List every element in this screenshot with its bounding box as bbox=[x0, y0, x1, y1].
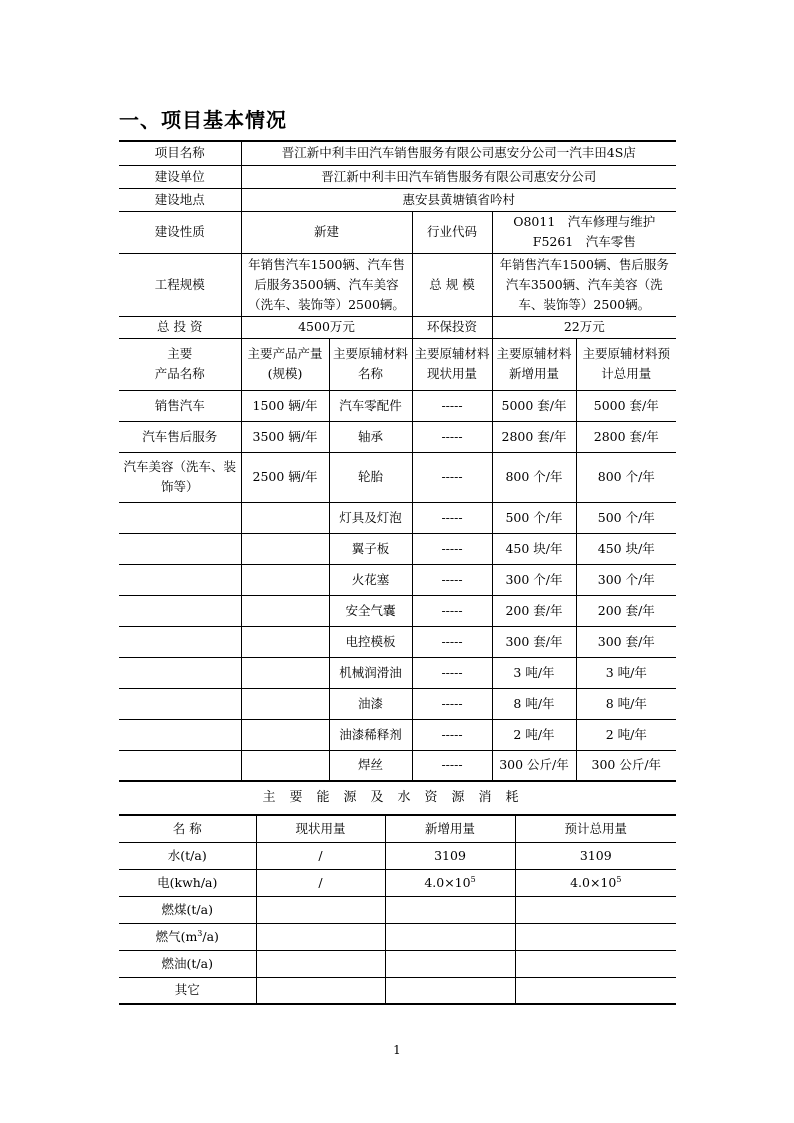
product-name-cell: 销售汽车 bbox=[119, 390, 241, 421]
energy-name: 水(t/a) bbox=[119, 842, 256, 869]
current-usage-cell: ----- bbox=[412, 626, 492, 657]
material-row bbox=[119, 719, 676, 750]
material-name-cell: 电控模板 bbox=[329, 626, 412, 657]
new-usage-cell: 800 个/年 bbox=[492, 452, 576, 502]
header-new-usage: 主要原辅材料新增用量 bbox=[492, 338, 576, 390]
row-scale bbox=[119, 253, 676, 316]
total-usage-cell: 300 套/年 bbox=[576, 626, 676, 657]
material-row bbox=[119, 595, 676, 626]
energy-new-base: 4.0×10 bbox=[424, 874, 471, 890]
energy-total bbox=[515, 950, 676, 977]
new-usage-cell: 450 块/年 bbox=[492, 533, 576, 564]
product-output-cell bbox=[241, 626, 329, 657]
current-usage-cell: ----- bbox=[412, 452, 492, 502]
energy-total bbox=[515, 977, 676, 1004]
current-usage-cell: ----- bbox=[412, 421, 492, 452]
energy-row-other bbox=[119, 977, 676, 1004]
total-usage-cell: 2 吨/年 bbox=[576, 719, 676, 750]
energy-name bbox=[119, 923, 256, 950]
energy-total bbox=[515, 869, 676, 896]
energy-name-tail: /a) bbox=[202, 928, 219, 944]
product-output-cell bbox=[241, 502, 329, 533]
site-label: 建设地点 bbox=[119, 188, 241, 211]
current-usage-cell: ----- bbox=[412, 564, 492, 595]
energy-name: 燃油(t/a) bbox=[119, 950, 256, 977]
row-investment bbox=[119, 316, 676, 338]
project-name-label: 项目名称 bbox=[119, 141, 241, 165]
current-usage-cell: ----- bbox=[412, 533, 492, 564]
material-row bbox=[119, 533, 676, 564]
energy-new bbox=[385, 923, 515, 950]
total-usage-cell: 300 个/年 bbox=[576, 564, 676, 595]
product-output-cell bbox=[241, 595, 329, 626]
product-name-cell bbox=[119, 564, 241, 595]
material-row bbox=[119, 390, 676, 421]
product-name-cell: 汽车售后服务 bbox=[119, 421, 241, 452]
product-output-cell bbox=[241, 719, 329, 750]
nature-value: 新建 bbox=[241, 211, 412, 253]
current-usage-cell: ----- bbox=[412, 750, 492, 781]
energy-row-oil bbox=[119, 950, 676, 977]
material-row bbox=[119, 688, 676, 719]
product-name-cell bbox=[119, 719, 241, 750]
scale-value: 年销售汽车1500辆、汽车售后服务3500辆、汽车美容（洗车、装饰等）2500辆。 bbox=[241, 253, 412, 316]
material-row bbox=[119, 452, 676, 502]
new-usage-cell: 2 吨/年 bbox=[492, 719, 576, 750]
total-usage-cell: 800 个/年 bbox=[576, 452, 676, 502]
current-usage-cell: ----- bbox=[412, 595, 492, 626]
energy-new bbox=[385, 950, 515, 977]
new-usage-cell: 8 吨/年 bbox=[492, 688, 576, 719]
header-total-usage: 主要原辅材料预计总用量 bbox=[576, 338, 676, 390]
energy-total bbox=[515, 896, 676, 923]
energy-section-title: 主要能源及水资源消耗 bbox=[262, 790, 533, 805]
product-output-cell: 1500 辆/年 bbox=[241, 390, 329, 421]
material-row bbox=[119, 564, 676, 595]
material-name-cell: 轴承 bbox=[329, 421, 412, 452]
row-project-name bbox=[119, 141, 676, 165]
product-name-cell bbox=[119, 750, 241, 781]
row-builder bbox=[119, 165, 676, 188]
energy-header-total: 预计总用量 bbox=[515, 815, 676, 842]
energy-new bbox=[385, 977, 515, 1004]
material-row bbox=[119, 502, 676, 533]
current-usage-cell: ----- bbox=[412, 719, 492, 750]
project-name-value: 晋江新中利丰田汽车销售服务有限公司惠安分公司一汽丰田4S店 bbox=[241, 141, 676, 165]
energy-total-base: 4.0×10 bbox=[570, 874, 617, 890]
product-output-cell: 2500 辆/年 bbox=[241, 452, 329, 502]
product-name-cell bbox=[119, 595, 241, 626]
new-usage-cell: 200 套/年 bbox=[492, 595, 576, 626]
header-current-usage: 主要原辅材料现状用量 bbox=[412, 338, 492, 390]
row-site bbox=[119, 188, 676, 211]
product-name-cell: 汽车美容（洗车、装饰等） bbox=[119, 452, 241, 502]
product-output-cell: 3500 辆/年 bbox=[241, 421, 329, 452]
energy-total-exponent: 5 bbox=[616, 874, 622, 884]
nature-label: 建设性质 bbox=[119, 211, 241, 253]
current-usage-cell: ----- bbox=[412, 390, 492, 421]
total-scale-label: 总 规 模 bbox=[412, 253, 492, 316]
material-name-cell: 安全气囊 bbox=[329, 595, 412, 626]
energy-name: 其它 bbox=[119, 977, 256, 1004]
material-name-cell: 机械润滑油 bbox=[329, 657, 412, 688]
material-name-cell: 油漆稀释剂 bbox=[329, 719, 412, 750]
materials-body bbox=[119, 390, 676, 781]
industry-code-1: O8011 汽车修理与维护 bbox=[513, 214, 656, 229]
energy-current bbox=[256, 923, 385, 950]
energy-current bbox=[256, 950, 385, 977]
energy-total: 3109 bbox=[515, 842, 676, 869]
energy-new: 3109 bbox=[385, 842, 515, 869]
header-product-name-line-1: 主要 bbox=[167, 346, 193, 361]
energy-current: / bbox=[256, 842, 385, 869]
energy-new bbox=[385, 896, 515, 923]
industry-code-value bbox=[492, 211, 676, 253]
total-usage-cell: 200 套/年 bbox=[576, 595, 676, 626]
product-name-cell bbox=[119, 688, 241, 719]
current-usage-cell: ----- bbox=[412, 502, 492, 533]
new-usage-cell: 2800 套/年 bbox=[492, 421, 576, 452]
energy-name: 燃煤(t/a) bbox=[119, 896, 256, 923]
builder-value: 晋江新中利丰田汽车销售服务有限公司惠安分公司 bbox=[241, 165, 676, 188]
header-product-name bbox=[119, 338, 241, 390]
product-name-cell bbox=[119, 626, 241, 657]
total-usage-cell: 8 吨/年 bbox=[576, 688, 676, 719]
site-value: 惠安县黄塘镇省吟村 bbox=[241, 188, 676, 211]
product-name-cell bbox=[119, 502, 241, 533]
total-usage-cell: 300 公斤/年 bbox=[576, 750, 676, 781]
page-number: 1 bbox=[393, 1043, 401, 1057]
energy-current bbox=[256, 896, 385, 923]
material-row bbox=[119, 626, 676, 657]
total-usage-cell: 500 个/年 bbox=[576, 502, 676, 533]
industry-code-label: 行业代码 bbox=[412, 211, 492, 253]
project-info-table bbox=[119, 140, 676, 782]
material-name-cell: 火花塞 bbox=[329, 564, 412, 595]
energy-header-row bbox=[119, 815, 676, 842]
current-usage-cell: ----- bbox=[412, 657, 492, 688]
investment-value: 4500万元 bbox=[241, 316, 412, 338]
total-usage-cell: 2800 套/年 bbox=[576, 421, 676, 452]
total-usage-cell: 3 吨/年 bbox=[576, 657, 676, 688]
energy-new-exponent: 5 bbox=[470, 874, 476, 884]
current-usage-cell: ----- bbox=[412, 688, 492, 719]
energy-name-exponent: 3 bbox=[197, 928, 203, 938]
row-nature bbox=[119, 211, 676, 253]
energy-table bbox=[119, 814, 676, 1005]
material-name-cell: 轮胎 bbox=[329, 452, 412, 502]
new-usage-cell: 300 套/年 bbox=[492, 626, 576, 657]
energy-header-current: 现状用量 bbox=[256, 815, 385, 842]
energy-name-base: 燃气(m bbox=[155, 928, 198, 944]
investment-label: 总 投 资 bbox=[119, 316, 241, 338]
new-usage-cell: 300 公斤/年 bbox=[492, 750, 576, 781]
energy-total bbox=[515, 923, 676, 950]
new-usage-cell: 5000 套/年 bbox=[492, 390, 576, 421]
product-output-cell bbox=[241, 750, 329, 781]
product-output-cell bbox=[241, 657, 329, 688]
material-name-cell: 灯具及灯泡 bbox=[329, 502, 412, 533]
total-usage-cell: 5000 套/年 bbox=[576, 390, 676, 421]
energy-name: 电(kwh/a) bbox=[119, 869, 256, 896]
env-investment-label: 环保投资 bbox=[412, 316, 492, 338]
industry-code-2: F5261 汽车零售 bbox=[532, 234, 636, 249]
product-output-cell bbox=[241, 533, 329, 564]
total-usage-cell: 450 块/年 bbox=[576, 533, 676, 564]
header-product-output: 主要产品产量(规模) bbox=[241, 338, 329, 390]
material-name-cell: 焊丝 bbox=[329, 750, 412, 781]
energy-new bbox=[385, 869, 515, 896]
material-row bbox=[119, 657, 676, 688]
energy-header-new: 新增用量 bbox=[385, 815, 515, 842]
material-row bbox=[119, 421, 676, 452]
new-usage-cell: 3 吨/年 bbox=[492, 657, 576, 688]
header-product-name-line-2: 产品名称 bbox=[154, 366, 205, 381]
material-name-cell: 油漆 bbox=[329, 688, 412, 719]
energy-row-gas bbox=[119, 923, 676, 950]
total-scale-value: 年销售汽车1500辆、售后服务汽车3500辆、汽车美容（洗车、装饰等）2500辆。 bbox=[492, 253, 676, 316]
scale-label: 工程规模 bbox=[119, 253, 241, 316]
new-usage-cell: 500 个/年 bbox=[492, 502, 576, 533]
energy-row-electricity bbox=[119, 869, 676, 896]
header-material-name: 主要原辅材料名称 bbox=[329, 338, 412, 390]
energy-current: / bbox=[256, 869, 385, 896]
product-name-cell bbox=[119, 533, 241, 564]
energy-row-coal bbox=[119, 896, 676, 923]
env-investment-value: 22万元 bbox=[492, 316, 676, 338]
energy-row-water bbox=[119, 842, 676, 869]
builder-label: 建设单位 bbox=[119, 165, 241, 188]
energy-header-name: 名 称 bbox=[119, 815, 256, 842]
product-output-cell bbox=[241, 688, 329, 719]
energy-current bbox=[256, 977, 385, 1004]
materials-header-row bbox=[119, 338, 676, 390]
new-usage-cell: 300 个/年 bbox=[492, 564, 576, 595]
product-name-cell bbox=[119, 657, 241, 688]
material-row bbox=[119, 750, 676, 781]
material-name-cell: 汽车零配件 bbox=[329, 390, 412, 421]
material-name-cell: 翼子板 bbox=[329, 533, 412, 564]
product-output-cell bbox=[241, 564, 329, 595]
section-heading: 一、项目基本情况 bbox=[119, 108, 287, 132]
